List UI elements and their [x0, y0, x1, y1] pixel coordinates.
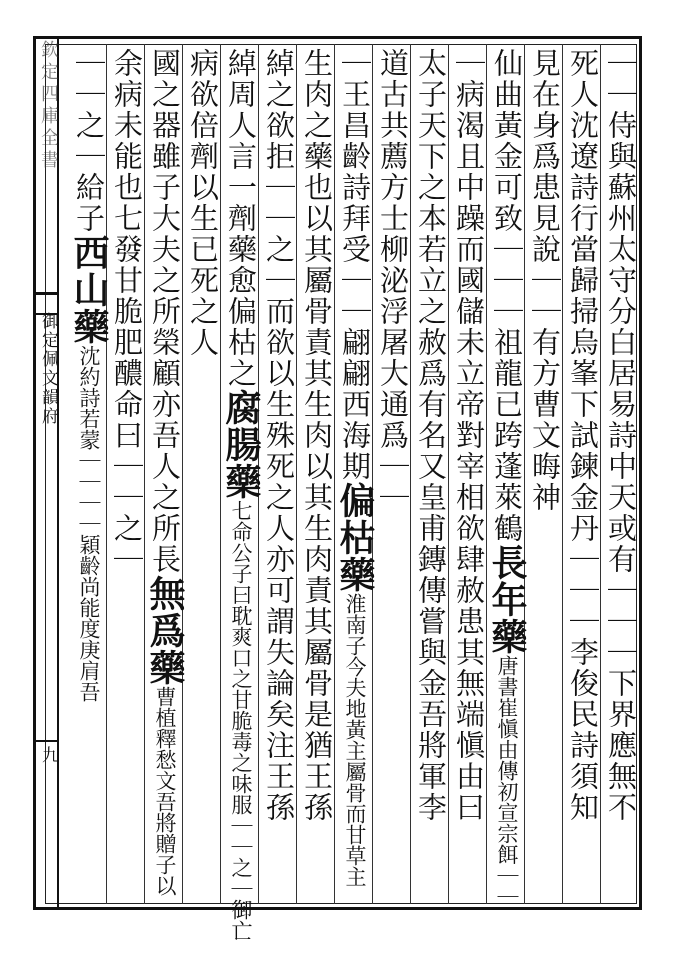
column-text: 生肉之藥也以其屬骨責其生肉以其生肉責其屬骨是猶王孫 — [300, 48, 334, 823]
column-text: 死人沈遼詩行當歸掃烏峯下試鍊金丹｜｜｜李俊民詩須知 — [566, 48, 600, 823]
text-column-13 — [144, 48, 186, 898]
entry-head-xishan: 西山藥 — [68, 234, 110, 345]
text-column-11 — [220, 48, 262, 941]
text-column-6 — [414, 48, 448, 898]
column-rule — [410, 44, 411, 904]
column-rule — [486, 44, 487, 904]
column-text: 綽周人言一劑藥愈偏枯之 — [224, 48, 258, 389]
column-text: 道古共薦方士柳泌浮屠大通爲｜｜ — [376, 48, 410, 513]
book-title: 御定佩文韻府 — [38, 312, 58, 426]
text-column-1 — [604, 48, 638, 898]
column-text: ｜王昌齡詩拜受｜｜翩翩西海期 — [338, 48, 372, 482]
text-column-7 — [376, 48, 410, 898]
entry-head-pianku: 偏枯藥 — [334, 482, 376, 593]
column-rule — [182, 44, 183, 904]
column-rule — [524, 44, 525, 904]
column-note: 淮南子今夫地黃主屬骨而甘草主 — [343, 593, 367, 887]
column-note: 七命公子曰耽爽口之甘脆毒之味服｜｜之｜御亡 — [229, 500, 253, 941]
column-text: 太子天下之本若立之赦爲有名又皇甫鏄傳嘗與金吾將軍李 — [414, 48, 448, 823]
column-text: ｜病渴且中躁而國儲未立帝對宰相欲肆赦患其無端愼由曰 — [452, 48, 486, 823]
entry-head-fuchang: 腐腸藥 — [220, 389, 262, 500]
text-column-4 — [486, 48, 528, 907]
text-column-15 — [68, 48, 110, 898]
column-rule — [600, 44, 601, 904]
column-text: 仙曲黃金可致｜｜｜祖龍已跨蓬萊鶴 — [490, 48, 524, 544]
column-note: 唐書崔愼由傳初宣宗餌｜｜ — [495, 655, 519, 907]
text-column-14 — [110, 48, 144, 898]
text-column-5 — [452, 48, 486, 898]
column-rule — [372, 44, 373, 904]
text-column-8 — [334, 48, 376, 898]
column-note: 沈約詩若蒙｜｜｜｜穎齡尚能度庚肩吾 — [77, 345, 101, 702]
column-text: 病欲倍劑以生已死之人 — [186, 48, 220, 358]
column-rule — [144, 44, 145, 904]
column-text: 綽之欲拒｜｜之｜而欲以生殊死之人亦可謂失論矣注王孫 — [262, 48, 296, 823]
column-text: ｜｜之｜給子 — [72, 48, 106, 234]
column-rule — [106, 44, 107, 904]
series-title: 欽定四庫全書 — [38, 40, 59, 172]
column-rule — [448, 44, 449, 904]
column-text: 余病未能也七發甘脆肥醲命曰｜｜之｜ — [110, 48, 144, 575]
text-column-9 — [300, 48, 334, 898]
entry-head-wuwei: 無爲藥 — [144, 575, 186, 686]
text-column-10 — [262, 48, 296, 898]
text-column-3 — [528, 48, 562, 898]
page-number: 九 — [36, 740, 58, 776]
entry-head-changnian: 長年藥 — [486, 544, 528, 655]
text-column-12 — [186, 48, 220, 898]
column-text: ｜｜侍與蘇州太守分白居易詩中天或有｜｜｜下界應無不 — [604, 48, 638, 823]
text-column-2 — [566, 48, 600, 898]
column-rule — [296, 44, 297, 904]
column-text: 國之器雖子大夫之所榮顧亦吾人之所長 — [148, 48, 182, 575]
column-text: 見在身爲患見說｜｜有方曹文晦神 — [528, 48, 562, 513]
column-rule — [334, 44, 335, 904]
column-note: 曹植釋愁文吾將贈子以 — [153, 686, 177, 896]
column-rule — [562, 44, 563, 904]
